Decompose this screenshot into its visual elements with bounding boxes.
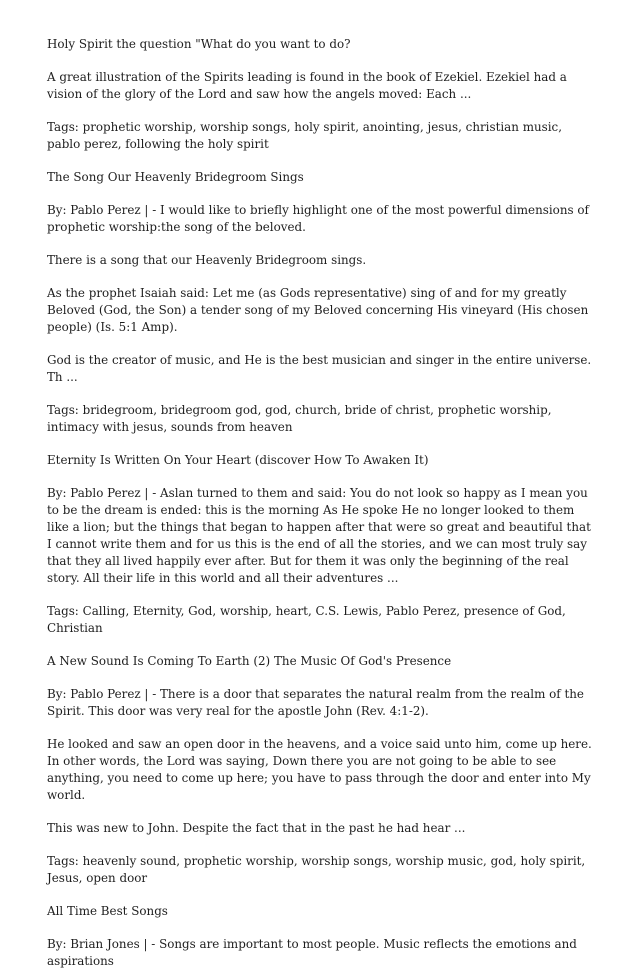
paragraph-byline-4: By: Brian Jones | - Songs are important to most people. Music reflects the emotions and aspirations <box>47 937 577 968</box>
article-title-new-sound: A New Sound Is Coming To Earth (2) The Music Of God's Presence <box>47 654 452 668</box>
paragraph-open-door: He looked and saw an open door in the heavens, and a voice said unto him, come up here. In other words, the Lord was saying, Down there you are not going to be able to see anything, you need to come up here; you have to pass through the door and enter into My world. <box>47 737 592 802</box>
paragraph-ezekiel-illustration: A great illustration of the Spirits leading is found in the book of Ezekiel. Ezekiel had a vision of the glory of the Lord and saw how the angels moved: Each ... <box>47 70 567 101</box>
paragraph-tags-4: Tags: heavenly sound, prophetic worship, worship songs, worship music, god, holy spirit, Jesus, open door <box>47 854 586 885</box>
paragraph-tags-1: Tags: prophetic worship, worship songs, holy spirit, anointing, jesus, christian music, pablo perez, following the holy spirit <box>47 120 562 151</box>
paragraph-new-to-john: This was new to John. Despite the fact that in the past he had hear ... <box>47 821 466 835</box>
paragraph-holy-spirit-question: Holy Spirit the question "What do you want to do? <box>47 37 351 51</box>
paragraph-tags-2: Tags: bridegroom, bridegroom god, god, church, bride of christ, prophetic worship, intimacy with jesus, sounds from heaven <box>47 403 552 434</box>
article-title-eternity: Eternity Is Written On Your Heart (discover How To Awaken It) <box>47 453 429 467</box>
paragraph-song-bridegroom: There is a song that our Heavenly Bridegroom sings. <box>47 253 367 267</box>
article-title-bridegroom: The Song Our Heavenly Bridegroom Sings <box>47 170 304 184</box>
paragraph-byline-3: By: Pablo Perez | - There is a door that separates the natural realm from the realm of the Spirit. This door was very real for the apostle John (Rev. 4:1-2). <box>47 687 584 718</box>
paragraph-tags-3: Tags: Calling, Eternity, God, worship, heart, C.S. Lewis, Pablo Perez, presence of God, Christian <box>47 604 566 635</box>
paragraph-byline-2: By: Pablo Perez | - Aslan turned to them and said: You do not look so happy as I mean you to be the dream is ended: this is the morning As He spoke He no longer looked to them like a lion; but the things that began to happen after that were so great and beautiful that I cannot write them and for us this is the end of all the stories, and we can most truly say that they all lived happily ever after. But for them it was only the beginning of the real story. All their life in this world and all their adventures ... <box>47 486 591 585</box>
article-title-best-songs: All Time Best Songs <box>47 904 168 918</box>
paragraph-byline-1: By: Pablo Perez | - I would like to briefly highlight one of the most powerful dimensions of prophetic worship:the song of the beloved. <box>47 203 589 234</box>
paragraph-isaiah: As the prophet Isaiah said: Let me (as Gods representative) sing of and for my greatly Beloved (God, the Son) a tender song of my Beloved concerning His vineyard (His chosen people) (Is. 5:1 Amp). <box>47 286 589 334</box>
paragraph-creator-of-music: God is the creator of music, and He is the best musician and singer in the entire universe. Th ... <box>47 353 592 384</box>
